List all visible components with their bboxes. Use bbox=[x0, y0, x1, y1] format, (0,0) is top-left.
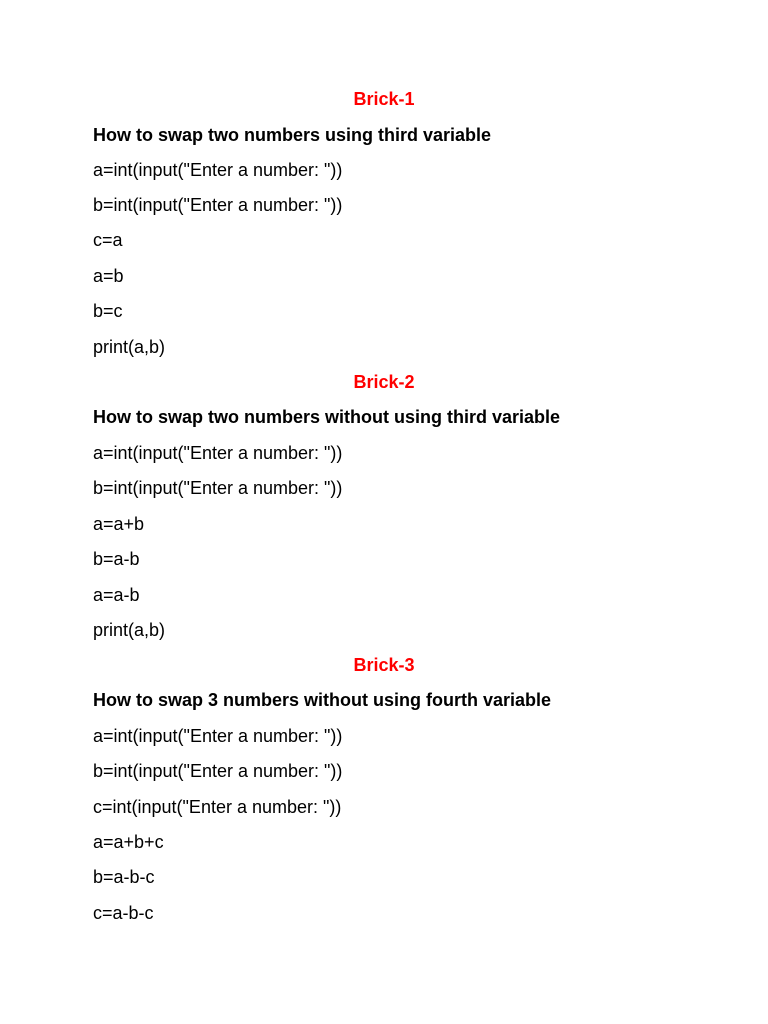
code-line: a=int(input("Enter a number: ")) bbox=[93, 160, 343, 180]
code-line: print(a,b) bbox=[93, 337, 166, 357]
code-line: b=int(input("Enter a number: ")) bbox=[93, 478, 343, 498]
code-line: print(a,b) bbox=[93, 620, 166, 640]
code-line: c=int(input("Enter a number: ")) bbox=[93, 797, 342, 817]
code-line: a=int(input("Enter a number: ")) bbox=[93, 443, 343, 463]
section-title-brick-1: Brick-1 bbox=[353, 89, 415, 109]
section-title-brick-2: Brick-2 bbox=[353, 372, 415, 392]
code-line: a=b bbox=[93, 266, 124, 286]
code-line: b=a-b bbox=[93, 549, 140, 569]
code-line: a=int(input("Enter a number: ")) bbox=[93, 726, 343, 746]
section-heading-brick-3: How to swap 3 numbers without using fourth variable bbox=[93, 690, 552, 710]
code-line: b=a-b-c bbox=[93, 867, 155, 887]
code-line: c=a-b-c bbox=[93, 903, 154, 923]
code-line: b=int(input("Enter a number: ")) bbox=[93, 761, 343, 781]
code-line: b=c bbox=[93, 301, 123, 321]
code-line: a=a+b bbox=[93, 514, 145, 534]
code-line: c=a bbox=[93, 230, 123, 250]
section-title-brick-3: Brick-3 bbox=[353, 655, 415, 675]
code-line: a=a-b bbox=[93, 585, 140, 605]
code-line: a=a+b+c bbox=[93, 832, 164, 852]
code-line: b=int(input("Enter a number: ")) bbox=[93, 195, 343, 215]
section-heading-brick-2: How to swap two numbers without using third variable bbox=[93, 407, 561, 427]
section-heading-brick-1: How to swap two numbers using third variable bbox=[93, 125, 492, 145]
